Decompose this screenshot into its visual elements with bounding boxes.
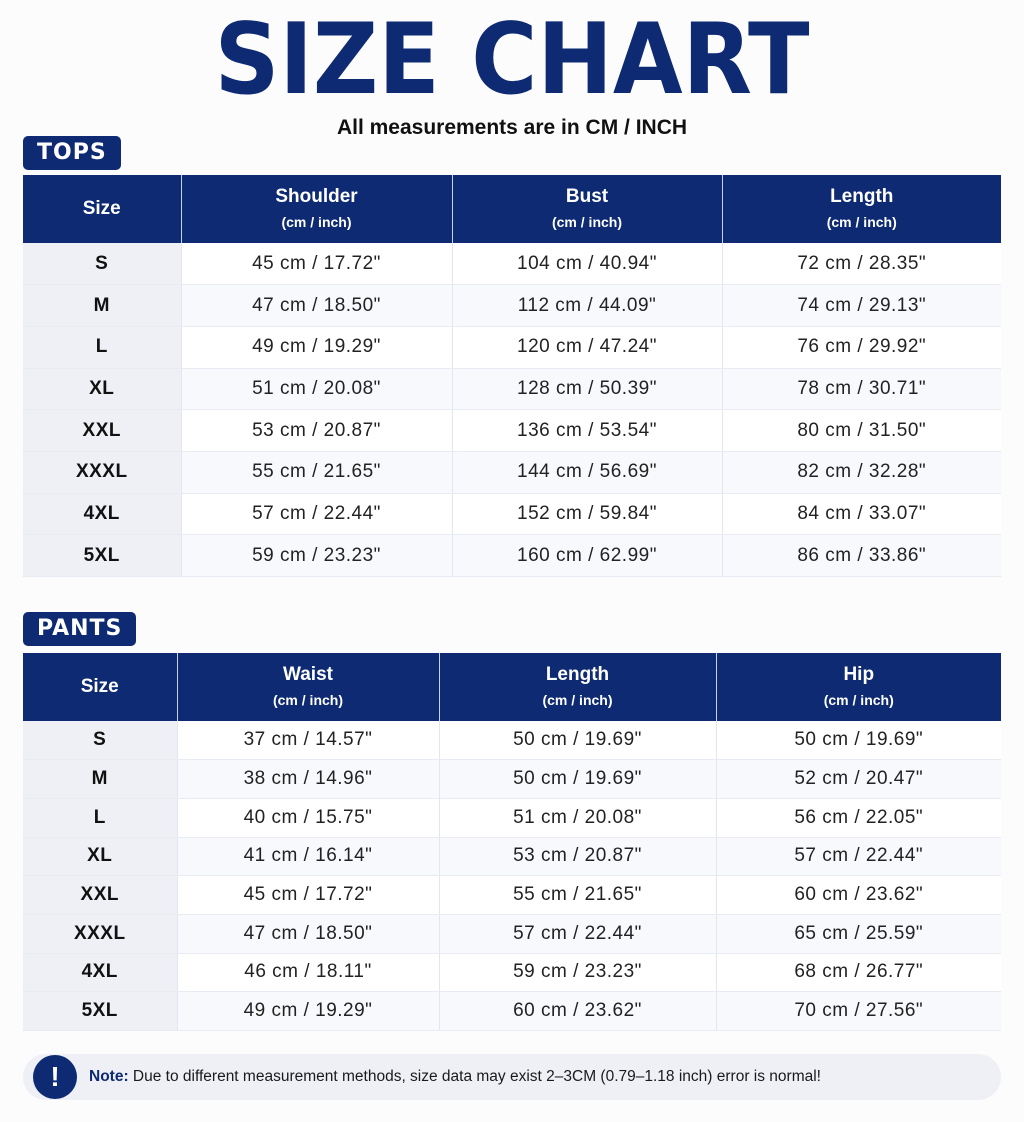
measurement-cell: 152 cm / 59.84" [452, 493, 722, 535]
table-row [23, 410, 1001, 452]
measurement-cell: 60 cm / 23.62" [439, 992, 716, 1031]
pants-header-waist [177, 653, 439, 721]
size-label-cell: XXXL [23, 451, 181, 493]
column-unit: (cm / inch) [542, 692, 613, 708]
measurement-cell: 65 cm / 25.59" [716, 914, 1001, 953]
measurement-cell: 56 cm / 22.05" [716, 798, 1001, 837]
measurement-cell: 160 cm / 62.99" [452, 535, 722, 577]
measurement-cell: 104 cm / 40.94" [452, 243, 722, 285]
size-label-cell: XL [23, 368, 181, 410]
size-label-cell: XXXL [23, 914, 177, 953]
column-name: Size [82, 198, 121, 219]
size-label-cell: 4XL [23, 953, 177, 992]
measurement-cell: 50 cm / 19.69" [716, 721, 1001, 760]
size-label-cell: 5XL [23, 992, 177, 1031]
column-unit: (cm / inch) [281, 214, 352, 230]
measurement-cell: 74 cm / 29.13" [722, 285, 1001, 327]
size-label-cell: XL [23, 837, 177, 876]
measurement-cell: 49 cm / 19.29" [181, 326, 452, 368]
column-unit: (cm / inch) [823, 692, 894, 708]
tops-header-bust [452, 175, 722, 243]
measurement-cell: 144 cm / 56.69" [452, 451, 722, 493]
pants-header-size [23, 653, 177, 721]
note-lead: Note: [89, 1068, 129, 1085]
measurement-cell: 41 cm / 16.14" [177, 837, 439, 876]
measurement-cell: 47 cm / 18.50" [181, 285, 452, 327]
measurement-cell: 53 cm / 20.87" [181, 410, 452, 452]
measurement-cell: 128 cm / 50.39" [452, 368, 722, 410]
column-name: Shoulder [275, 186, 358, 207]
table-row [23, 876, 1001, 915]
page-subtitle: All measurements are in CM / INCH [336, 116, 688, 139]
measurement-cell: 59 cm / 23.23" [439, 953, 716, 992]
measurement-cell: 49 cm / 19.29" [177, 992, 439, 1031]
measurement-cell: 45 cm / 17.72" [181, 243, 452, 285]
measurement-cell: 50 cm / 19.69" [439, 721, 716, 760]
measurement-cell: 55 cm / 21.65" [439, 876, 716, 915]
measurement-cell: 57 cm / 22.44" [716, 837, 1001, 876]
tops-header-size [23, 175, 181, 243]
column-unit: (cm / inch) [551, 214, 622, 230]
pants-table-header [23, 653, 1001, 721]
measurement-cell: 52 cm / 20.47" [716, 760, 1001, 799]
measurement-cell: 51 cm / 20.08" [439, 798, 716, 837]
measurement-cell: 120 cm / 47.24" [452, 326, 722, 368]
size-label-cell: M [23, 760, 177, 799]
size-label-cell: S [23, 243, 181, 285]
column-unit: (cm / inch) [826, 214, 897, 230]
size-label-cell: S [23, 721, 177, 760]
tops-section-tag: TOPS [23, 136, 121, 170]
table-row [23, 535, 1001, 577]
measurement-cell: 76 cm / 29.92" [722, 326, 1001, 368]
measurement-cell: 50 cm / 19.69" [439, 760, 716, 799]
measurement-cell: 72 cm / 28.35" [722, 243, 1001, 285]
measurement-cell: 82 cm / 32.28" [722, 451, 1001, 493]
measurement-cell: 46 cm / 18.11" [177, 953, 439, 992]
size-label-cell: 4XL [23, 493, 181, 535]
size-label-cell: L [23, 326, 181, 368]
table-row [23, 953, 1001, 992]
table-row [23, 285, 1001, 327]
size-label-cell: L [23, 798, 177, 837]
measurement-cell: 68 cm / 26.77" [716, 953, 1001, 992]
measurement-cell: 86 cm / 33.86" [722, 535, 1001, 577]
measurement-cell: 136 cm / 53.54" [452, 410, 722, 452]
pants-section-tag: PANTS [23, 612, 136, 646]
tops-table-body [23, 243, 1001, 577]
column-name: Hip [843, 664, 875, 685]
column-name: Waist [283, 664, 333, 685]
pants-header-length [439, 653, 716, 721]
size-label-cell: XXL [23, 410, 181, 452]
measurement-cell: 60 cm / 23.62" [716, 876, 1001, 915]
measurement-cell: 80 cm / 31.50" [722, 410, 1001, 452]
size-label-cell: M [23, 285, 181, 327]
column-name: Length [830, 186, 894, 207]
measurement-cell: 53 cm / 20.87" [439, 837, 716, 876]
column-name: Size [80, 676, 119, 697]
measurement-note [23, 1054, 1001, 1100]
measurement-cell: 78 cm / 30.71" [722, 368, 1001, 410]
measurement-cell: 51 cm / 20.08" [181, 368, 452, 410]
table-row [23, 914, 1001, 953]
measurement-cell: 59 cm / 23.23" [181, 535, 452, 577]
table-row [23, 837, 1001, 876]
table-row [23, 798, 1001, 837]
pants-size-table [23, 653, 1001, 1031]
pants-header-hip [716, 653, 1001, 721]
exclamation-icon: ! [33, 1055, 77, 1099]
table-row [23, 243, 1001, 285]
table-row [23, 493, 1001, 535]
size-label-cell: XXL [23, 876, 177, 915]
measurement-cell: 57 cm / 22.44" [181, 493, 452, 535]
table-row [23, 368, 1001, 410]
tops-size-table [23, 175, 1001, 577]
measurement-cell: 40 cm / 15.75" [177, 798, 439, 837]
measurement-cell: 45 cm / 17.72" [177, 876, 439, 915]
column-name: Length [545, 664, 610, 685]
measurement-cell: 57 cm / 22.44" [439, 914, 716, 953]
measurement-cell: 47 cm / 18.50" [177, 914, 439, 953]
measurement-cell: 55 cm / 21.65" [181, 451, 452, 493]
table-row [23, 326, 1001, 368]
table-row [23, 760, 1001, 799]
measurement-cell: 37 cm / 14.57" [177, 721, 439, 760]
column-name: Bust [565, 186, 609, 207]
measurement-cell: 84 cm / 33.07" [722, 493, 1001, 535]
note-body: Due to different measurement methods, size data may exist 2–3CM (0.79–1.18 inch) error is normal! [128, 1068, 821, 1085]
page-title: SIZE CHART [214, 3, 810, 117]
measurement-cell: 38 cm / 14.96" [177, 760, 439, 799]
tops-header-length [722, 175, 1001, 243]
measurement-cell: 112 cm / 44.09" [452, 285, 722, 327]
measurement-cell: 70 cm / 27.56" [716, 992, 1001, 1031]
tops-header-shoulder [181, 175, 452, 243]
table-row [23, 451, 1001, 493]
table-row [23, 992, 1001, 1031]
table-row [23, 721, 1001, 760]
tops-table-header [23, 175, 1001, 243]
size-label-cell: 5XL [23, 535, 181, 577]
column-unit: (cm / inch) [272, 692, 343, 708]
pants-table-body [23, 721, 1001, 1031]
note-text [89, 1068, 821, 1086]
